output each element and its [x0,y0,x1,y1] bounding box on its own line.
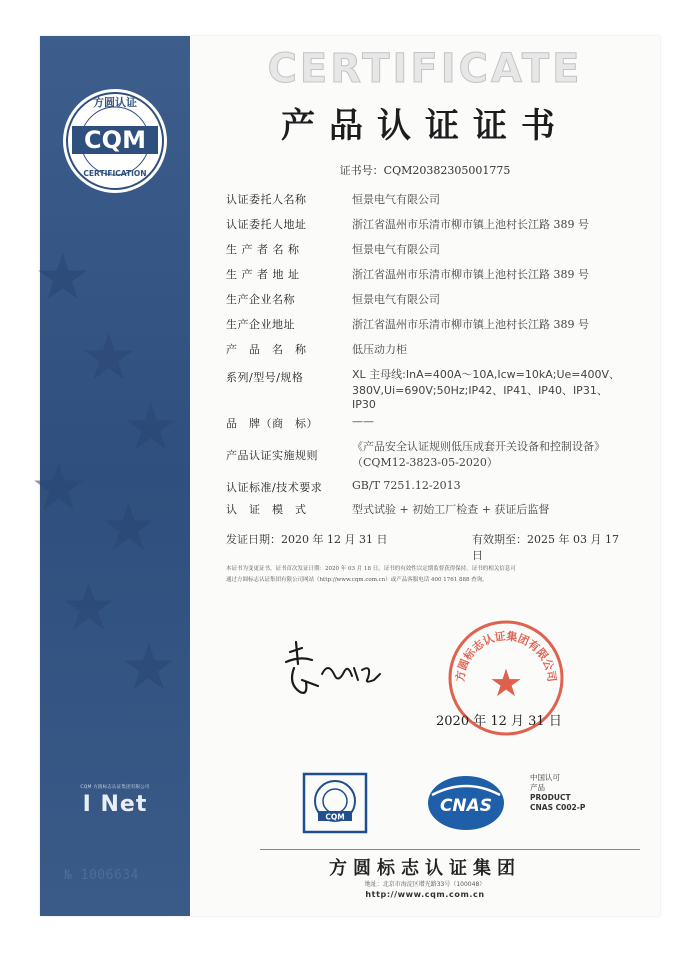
field-label: 认 证 模 式 [226,503,307,516]
organization-url: http://www.cqm.com.cn [365,890,485,899]
field-value: 恒景电气有限公司 [352,293,440,306]
field-label: 产 品 名 称 [226,343,307,356]
star-decoration: ★ [34,241,92,315]
field-value: —— [352,415,374,428]
signature [282,634,392,704]
field-value-multiline [352,438,626,476]
field-value: 浙江省温州市乐清市柳市镇上池村长江路 389 号 [352,268,589,281]
cqm-certification-logo [60,86,170,196]
cqm-mark-text: CQM [325,812,345,822]
organization-address: 地址：北京市海淀区增光路33号（100048） [364,881,486,888]
cnas-caption-line: 中国认可 [530,773,560,782]
field-label: 产品认证实施规则 [226,449,318,462]
field-value: GB/T 7251.12-2013 [352,479,461,492]
note-line: 本证书为变更证书，证书首次发证日期：2020 年 03 月 18 日。证书的有效性以定期监督获得保持。证书的相关信息可 [226,566,516,572]
field-value: 恒景电气有限公司 [352,243,440,256]
issue-date: 发证日期：2020 年 12 月 31 日 [226,533,388,546]
footer-divider [260,849,640,850]
star-decoration: ★ [30,451,88,525]
sign-date: 2020 年 12 月 31 日 [436,714,562,729]
logo-bottom-text: CERTIFICATION [83,169,147,178]
certificate-fields [226,191,626,526]
field-label: 认证标准/技术要求 [226,481,323,494]
certificate-number: 证书号：CQM20382305001775 [339,164,511,177]
valid-until-date: 有效期至：2025 年 03 月 17 日 [472,533,619,562]
cqm-mark-frame [304,774,366,832]
certificate-note [226,564,636,586]
field-value-multiline [352,366,626,411]
rule-line-1: 《产品安全认证规则低压成套开关设备和控制设备》 [352,440,605,453]
field-label: 品 牌（商 标） [226,417,318,430]
field-value: 浙江省温州市乐清市柳市镇上池村长江路 389 号 [352,218,589,231]
accreditation-logos [298,771,528,841]
field-label: 生产企业名称 [226,293,295,306]
field-label: 生 产 者 地 址 [226,268,300,281]
cnas-caption-line: PRODUCT [530,793,571,802]
title-chinese: 产品认证证书 [281,106,569,146]
serial-number: № 1006634 [64,868,139,883]
note-line: 通过方圆标志认证集团有限公司网站（http://www.cqm.com.cn）或产品客服电话 400 1761 888 查询。 [226,577,488,583]
cnas-caption [530,773,585,813]
field-value: 恒景电气有限公司 [352,193,440,206]
cnas-caption-line: CNAS C002-P [530,803,586,812]
field-value: 型式试验 + 初始工厂检查 + 获证后监督 [352,503,550,516]
cnas-text: CNAS [439,796,493,816]
field-value: 低压动力柜 [352,343,407,356]
logo-top-text: 方圆认证 [93,96,137,109]
left-blue-band [30,36,190,916]
inet-label: I Net [82,792,148,817]
rule-line-2: （CQM12-3823-05-2020） [352,456,498,469]
logo-cqm-text: CQM [84,126,146,154]
star-decoration: ★ [122,391,180,465]
field-label: 生 产 者 名 称 [226,243,300,256]
field-label: 生产企业地址 [226,318,295,331]
certificate-dates [226,531,626,562]
cnas-caption-line: 产品 [530,783,545,792]
star-decoration: ★ [100,491,158,565]
field-label: 系列/型号/规格 [226,371,304,384]
field-label: 认证委托人地址 [226,218,307,231]
seal-star: ★ [488,661,524,705]
inet-mark [45,784,185,817]
field-label: 认证委托人名称 [226,193,307,206]
spec-line-1: XL 主母线:InA=400A～10A,Icw=10kA;Ue=400V、 [352,368,621,381]
spec-line-2: 380V,Ui=690V;50Hz;IP42、IP41、IP40、IP31、IP30 [352,384,608,411]
field-value: 浙江省温州市乐清市柳市镇上池村长江路 389 号 [352,318,589,331]
certificate-sheet [30,36,660,916]
title-english: CERTIFICATE [267,46,583,92]
issuing-organization: 方圆标志认证集团 [329,858,521,879]
inet-caption: CQM 方圆标志认证集团有限公司 [80,785,150,790]
star-decoration: ★ [60,571,118,645]
seal-text: 方圆标志认证集团有限公司 [453,629,559,683]
star-decoration: ★ [80,321,138,395]
star-decoration: ★ [120,631,178,705]
